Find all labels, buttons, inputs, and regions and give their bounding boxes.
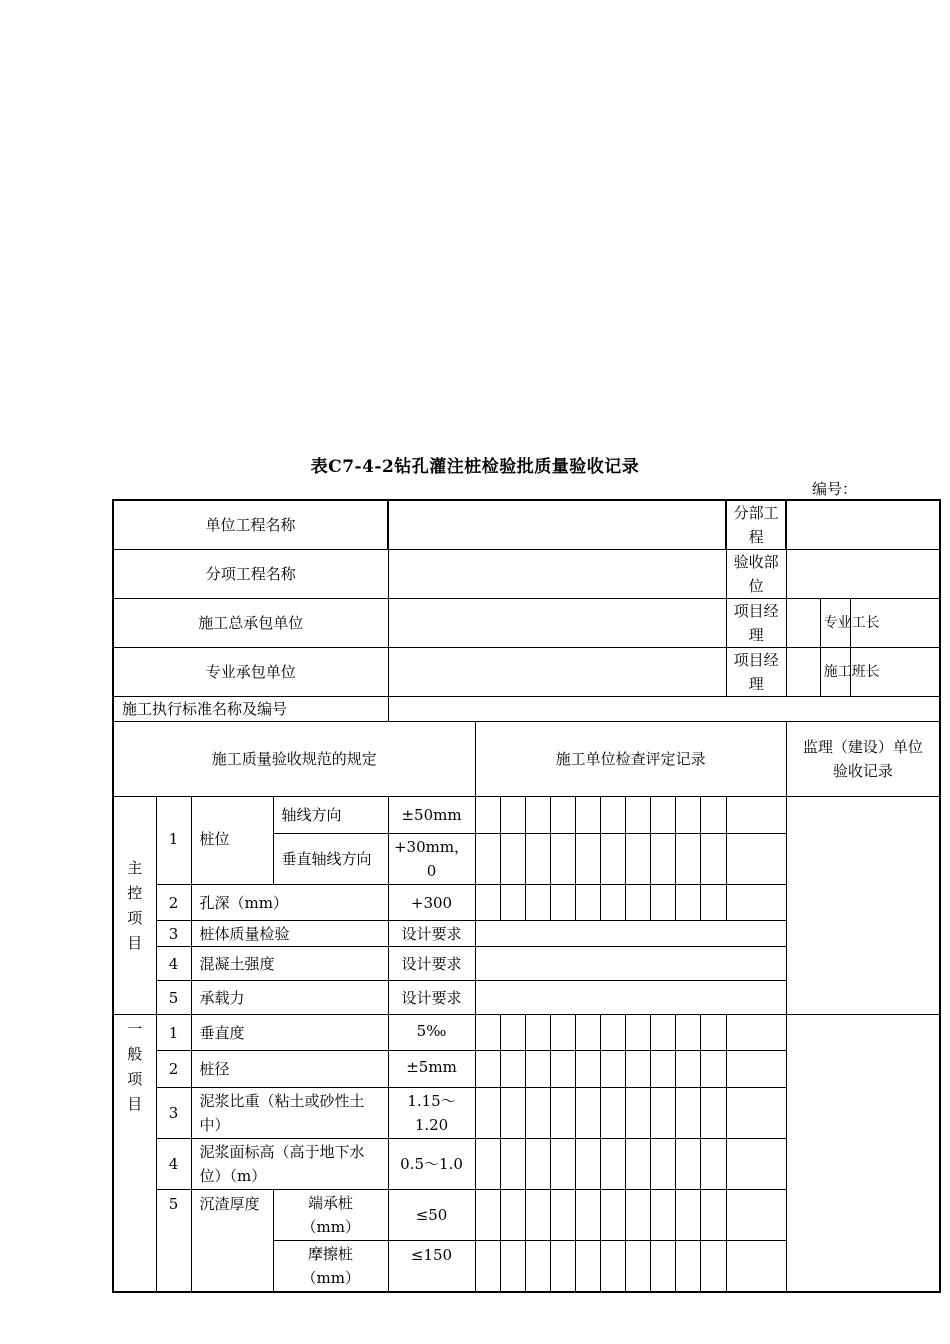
check-cell[interactable] xyxy=(726,797,786,834)
item-name: 桩径 xyxy=(191,1051,388,1088)
item-name: 承载力 xyxy=(191,981,388,1015)
item-name: 孔深（mm） xyxy=(191,885,388,921)
sub-contractor-label: 专业承包单位 xyxy=(113,648,388,697)
division-project-label: 分部工程 xyxy=(726,500,786,550)
check-cell[interactable] xyxy=(475,797,500,834)
check-cell[interactable] xyxy=(625,1015,650,1051)
item-number: 5 xyxy=(156,1190,191,1292)
check-cell[interactable] xyxy=(525,1190,550,1241)
sub-contractor-field[interactable] xyxy=(388,648,726,697)
item-subname: 轴线方向 xyxy=(273,797,388,834)
check-cell[interactable] xyxy=(700,1015,726,1051)
team-leader-label: 施工班长 xyxy=(820,648,850,697)
check-cell[interactable] xyxy=(625,1088,650,1139)
check-cell[interactable] xyxy=(575,834,600,885)
item-requirement: 1.15～1.20 xyxy=(388,1088,475,1139)
check-cell[interactable] xyxy=(575,1088,600,1139)
check-cell[interactable] xyxy=(726,834,786,885)
check-cell[interactable] xyxy=(550,1051,575,1088)
sub-project-name-label: 分项工程名称 xyxy=(113,550,388,599)
check-cell[interactable] xyxy=(700,1190,726,1241)
check-cell[interactable] xyxy=(575,1051,600,1088)
item-requirement: 5‰ xyxy=(388,1015,475,1051)
check-cell[interactable] xyxy=(600,885,625,921)
acceptance-part-label: 验收部位 xyxy=(726,550,786,599)
check-cell[interactable] xyxy=(700,885,726,921)
item-number: 1 xyxy=(156,797,191,885)
check-cell[interactable] xyxy=(500,797,525,834)
check-cell[interactable] xyxy=(525,1051,550,1088)
general-contractor-field[interactable] xyxy=(388,599,726,648)
item-number: 2 xyxy=(156,885,191,921)
check-cell[interactable] xyxy=(550,834,575,885)
check-cell[interactable] xyxy=(525,1241,550,1292)
check-cell[interactable] xyxy=(650,1139,675,1190)
check-cell[interactable] xyxy=(726,1051,786,1088)
check-cell[interactable] xyxy=(525,1139,550,1190)
item-requirement: 0.5～1.0 xyxy=(388,1139,475,1190)
check-cell[interactable] xyxy=(550,1088,575,1139)
check-cell[interactable] xyxy=(500,1088,525,1139)
check-cell[interactable] xyxy=(500,885,525,921)
general-supervision-record[interactable] xyxy=(786,1015,940,1292)
check-cell[interactable] xyxy=(700,1051,726,1088)
check-cell[interactable] xyxy=(726,1241,786,1292)
check-cell[interactable] xyxy=(650,1015,675,1051)
check-cell[interactable] xyxy=(675,1190,700,1241)
check-cell[interactable] xyxy=(475,1088,500,1139)
item-requirement: 设计要求 xyxy=(388,921,475,947)
check-column-header: 施工单位检查评定记录 xyxy=(475,722,786,797)
item-requirement: 设计要求 xyxy=(388,981,475,1015)
check-cell[interactable] xyxy=(475,885,500,921)
check-cell[interactable] xyxy=(675,1088,700,1139)
check-cell[interactable] xyxy=(700,1088,726,1139)
item-number: 5 xyxy=(156,981,191,1015)
check-cell[interactable] xyxy=(726,1190,786,1241)
check-cell[interactable] xyxy=(475,1139,500,1190)
item-name: 泥浆比重（粘土或砂性土中） xyxy=(191,1088,388,1139)
item-name: 垂直度 xyxy=(191,1015,388,1051)
item-requirement: ≤50 xyxy=(388,1190,475,1241)
standard-field[interactable] xyxy=(388,697,940,722)
check-cell[interactable] xyxy=(525,797,550,834)
check-cell[interactable] xyxy=(726,885,786,921)
standard-label: 施工执行标准名称及编号 xyxy=(113,697,388,722)
check-cell[interactable] xyxy=(550,1139,575,1190)
item-name: 泥浆面标高（高于地下水位）（m） xyxy=(191,1139,388,1190)
item-requirement: ±50mm xyxy=(388,797,475,834)
project-manager-field[interactable] xyxy=(786,599,820,648)
check-cell[interactable] xyxy=(625,885,650,921)
check-cell[interactable] xyxy=(600,1088,625,1139)
check-cell[interactable] xyxy=(575,1241,600,1292)
check-cell[interactable] xyxy=(500,1190,525,1241)
check-cell[interactable] xyxy=(700,1241,726,1292)
item-number: 3 xyxy=(156,921,191,947)
check-cell[interactable] xyxy=(675,1241,700,1292)
check-cell[interactable] xyxy=(600,1190,625,1241)
item-requirement: 设计要求 xyxy=(388,947,475,981)
check-cell[interactable] xyxy=(625,1051,650,1088)
check-cell[interactable] xyxy=(726,1015,786,1051)
check-cell[interactable] xyxy=(675,834,700,885)
item-number: 4 xyxy=(156,947,191,981)
check-cell[interactable] xyxy=(575,797,600,834)
check-cell[interactable] xyxy=(475,1190,500,1241)
acceptance-part-field[interactable] xyxy=(786,550,940,599)
item-name: 沉渣厚度 xyxy=(191,1190,273,1292)
check-cell[interactable] xyxy=(500,1139,525,1190)
check-cell[interactable] xyxy=(650,885,675,921)
check-cell[interactable] xyxy=(550,1015,575,1051)
check-cell[interactable] xyxy=(675,1015,700,1051)
check-cell[interactable] xyxy=(726,1088,786,1139)
check-cell[interactable] xyxy=(500,834,525,885)
general-contractor-label: 施工总承包单位 xyxy=(113,599,388,648)
check-cell[interactable] xyxy=(475,1241,500,1292)
item-name: 混凝土强度 xyxy=(191,947,388,981)
check-cell[interactable] xyxy=(600,797,625,834)
check-cell[interactable] xyxy=(625,834,650,885)
project-manager-field-2[interactable] xyxy=(786,648,820,697)
general-items-group-label: 一般项目 xyxy=(113,1015,156,1292)
item-number: 4 xyxy=(156,1139,191,1190)
unit-project-name-field[interactable] xyxy=(388,500,726,550)
check-cell[interactable] xyxy=(550,885,575,921)
check-cell[interactable] xyxy=(700,797,726,834)
item-number: 2 xyxy=(156,1051,191,1088)
check-record-cell[interactable] xyxy=(475,981,786,1015)
item-requirement: +30mm，0 xyxy=(388,834,475,885)
supervision-column-header: 监理（建设）单位验收记录 xyxy=(786,722,940,797)
check-cell[interactable] xyxy=(600,834,625,885)
item-subname: 摩擦桩（mm） xyxy=(273,1241,388,1292)
check-record-cell[interactable] xyxy=(475,921,786,947)
check-cell[interactable] xyxy=(500,1015,525,1051)
check-cell[interactable] xyxy=(475,834,500,885)
check-cell[interactable] xyxy=(675,1139,700,1190)
foreman-specialty-label: 专业工长 xyxy=(820,599,850,648)
item-subname: 垂直轴线方向 xyxy=(273,834,388,885)
main-items-group-label: 主控项目 xyxy=(113,797,156,1015)
check-cell[interactable] xyxy=(525,1088,550,1139)
project-manager-label: 项目经理 xyxy=(726,599,786,648)
check-cell[interactable] xyxy=(525,885,550,921)
check-cell[interactable] xyxy=(500,1051,525,1088)
check-cell[interactable] xyxy=(525,1015,550,1051)
division-project-field[interactable] xyxy=(786,500,940,550)
check-cell[interactable] xyxy=(475,1051,500,1088)
check-cell[interactable] xyxy=(550,1241,575,1292)
check-cell[interactable] xyxy=(675,885,700,921)
check-cell[interactable] xyxy=(575,885,600,921)
check-cell[interactable] xyxy=(650,797,675,834)
check-cell[interactable] xyxy=(726,1139,786,1190)
item-number: 3 xyxy=(156,1088,191,1139)
project-manager-label-2: 项目经理 xyxy=(726,648,786,697)
check-cell[interactable] xyxy=(700,1139,726,1190)
check-cell[interactable] xyxy=(675,797,700,834)
check-cell[interactable] xyxy=(475,1015,500,1051)
check-cell[interactable] xyxy=(600,1139,625,1190)
check-cell[interactable] xyxy=(575,1015,600,1051)
check-cell[interactable] xyxy=(525,834,550,885)
check-cell[interactable] xyxy=(600,1241,625,1292)
unit-project-name-label: 单位工程名称 xyxy=(113,500,388,550)
check-cell[interactable] xyxy=(600,1051,625,1088)
check-cell[interactable] xyxy=(625,1241,650,1292)
check-cell[interactable] xyxy=(575,1139,600,1190)
check-cell[interactable] xyxy=(650,1190,675,1241)
check-cell[interactable] xyxy=(600,1015,625,1051)
item-requirement: ≤150 xyxy=(388,1241,475,1292)
check-cell[interactable] xyxy=(550,797,575,834)
check-cell[interactable] xyxy=(575,1190,600,1241)
check-cell[interactable] xyxy=(650,1241,675,1292)
item-number: 1 xyxy=(156,1015,191,1051)
check-cell[interactable] xyxy=(650,834,675,885)
check-cell[interactable] xyxy=(500,1241,525,1292)
check-cell[interactable] xyxy=(650,1051,675,1088)
item-name: 桩位 xyxy=(191,797,273,885)
item-subname: 端承桩（mm） xyxy=(273,1190,388,1241)
check-cell[interactable] xyxy=(550,1190,575,1241)
check-cell[interactable] xyxy=(650,1088,675,1139)
check-cell[interactable] xyxy=(625,1139,650,1190)
inspection-record-table xyxy=(112,499,941,1293)
item-requirement: ±5mm xyxy=(388,1051,475,1088)
spec-column-header: 施工质量验收规范的规定 xyxy=(113,722,475,797)
check-cell[interactable] xyxy=(700,834,726,885)
check-cell[interactable] xyxy=(625,1190,650,1241)
item-name: 桩体质量检验 xyxy=(191,921,388,947)
check-cell[interactable] xyxy=(625,797,650,834)
item-requirement: +300 xyxy=(388,885,475,921)
check-cell[interactable] xyxy=(675,1051,700,1088)
check-record-cell[interactable] xyxy=(475,947,786,981)
form-title: 表C7-4-2钻孔灌注桩检验批质量验收记录 xyxy=(310,457,640,477)
sub-project-name-field[interactable] xyxy=(388,550,726,599)
serial-number-label: 编号： xyxy=(812,480,858,498)
main-supervision-record[interactable] xyxy=(786,797,940,1015)
